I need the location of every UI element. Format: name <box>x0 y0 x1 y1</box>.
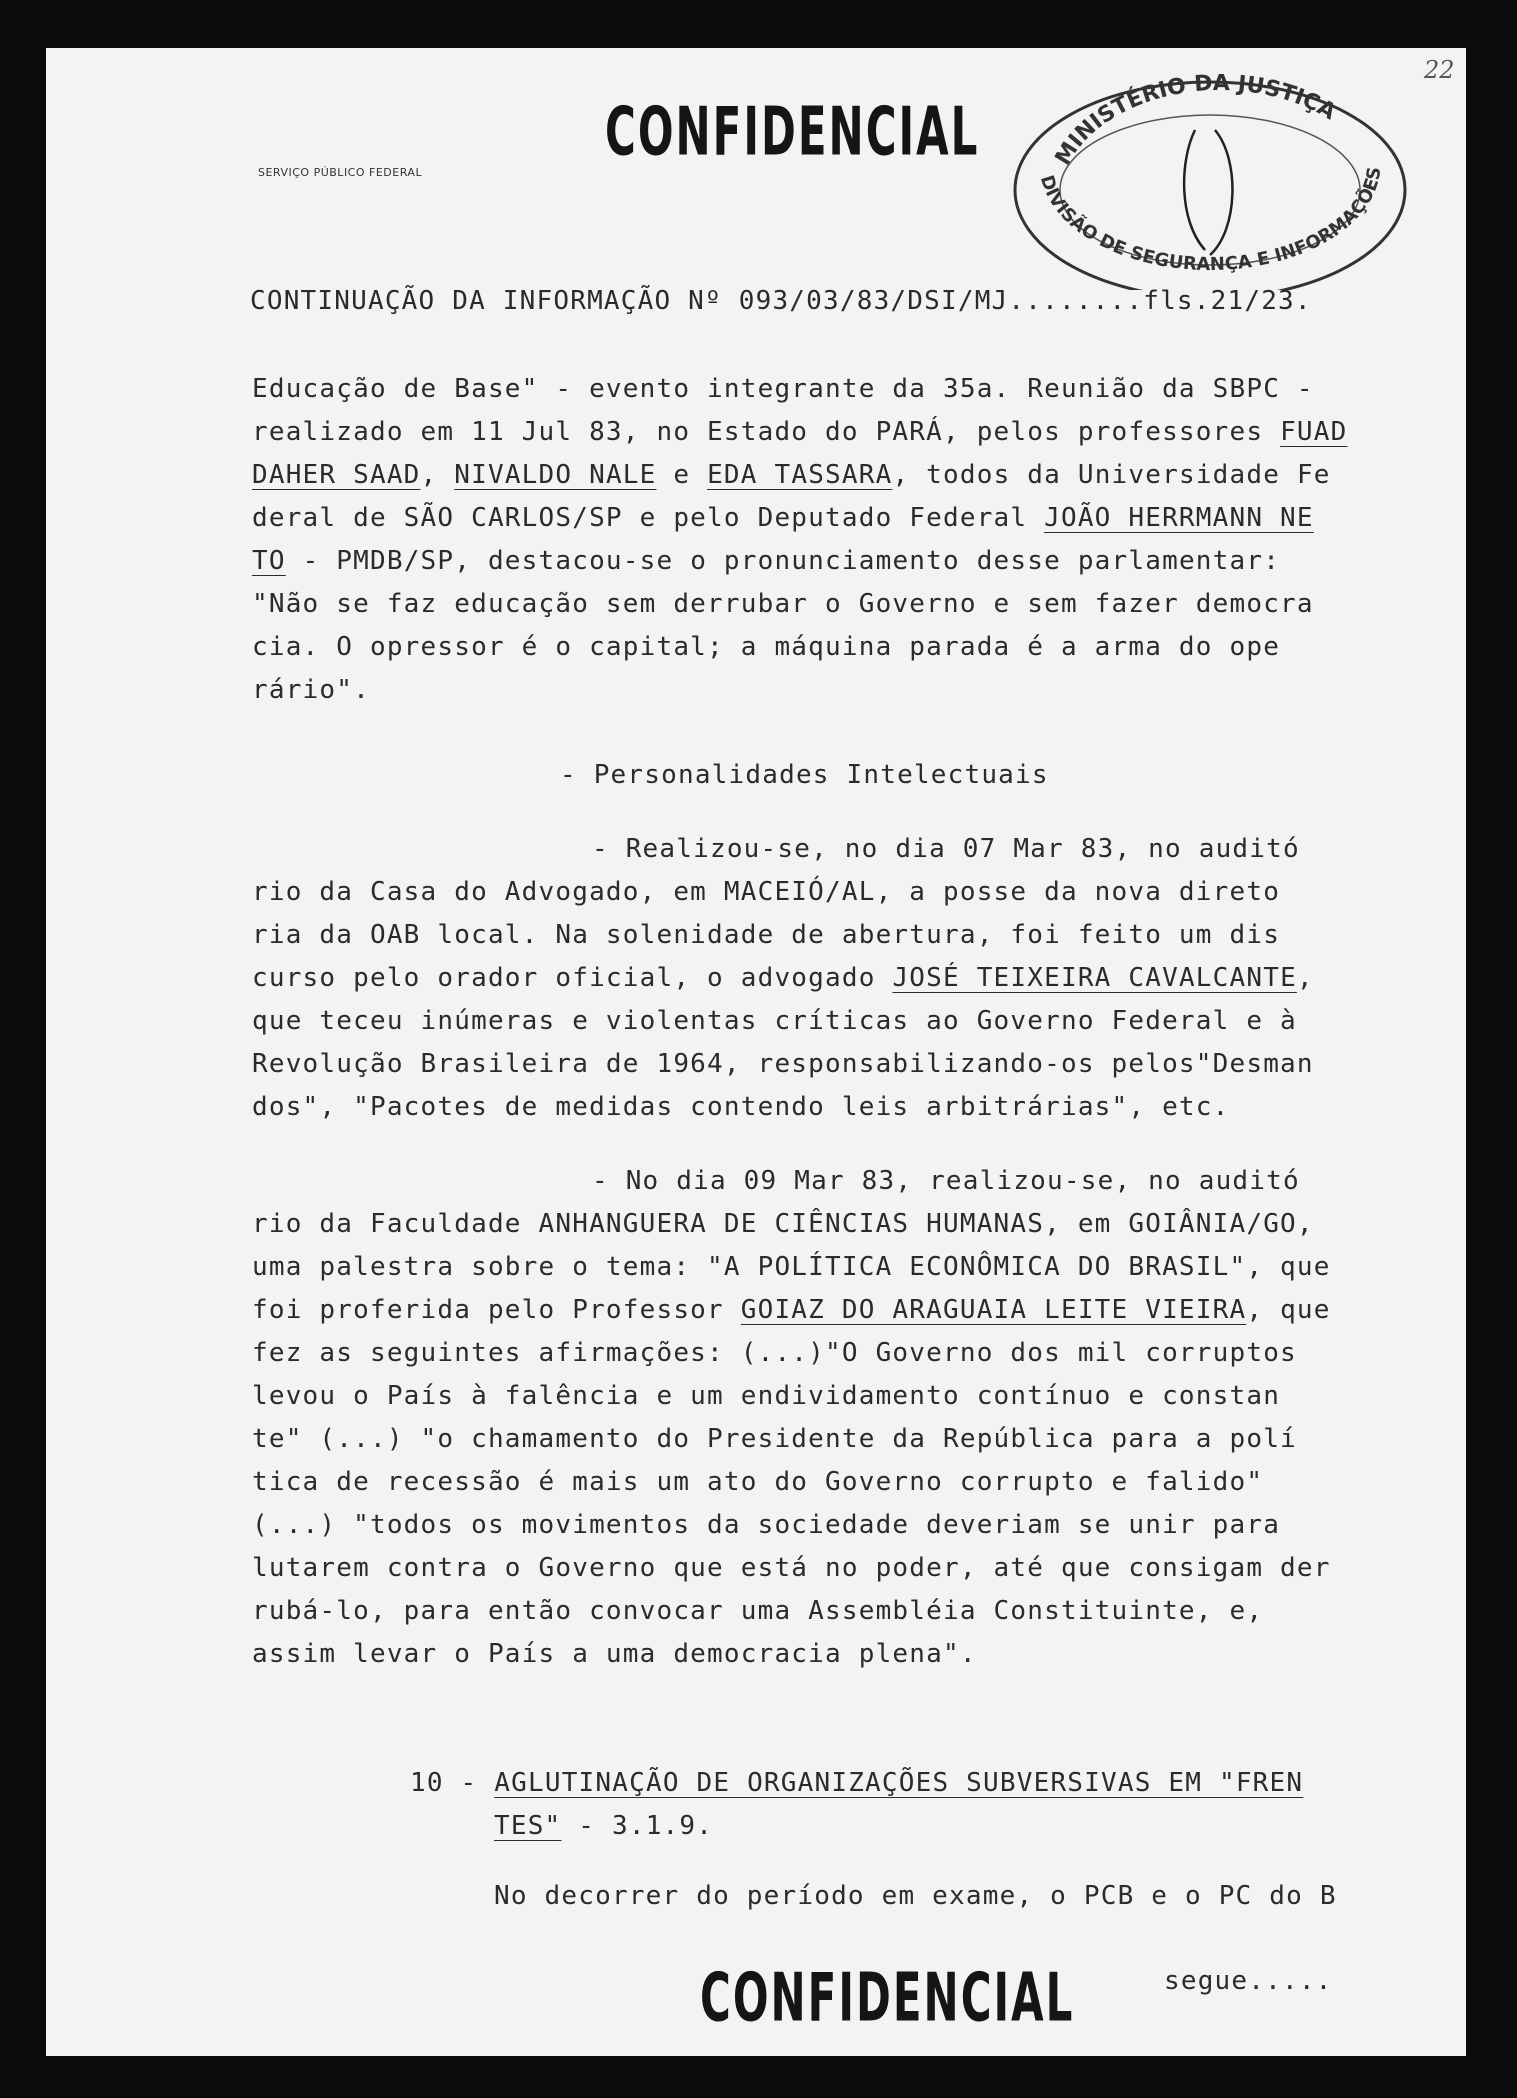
page-number: 22 <box>1424 56 1455 84</box>
text-line: deral de SÃO CARLOS/SP e pelo Deputado Federal JOÃO HERRMANN NE <box>252 503 1314 533</box>
section-10-body: No decorrer do período em exame, o PCB e o PC do B <box>494 1881 1337 1911</box>
text-line: uma palestra sobre o tema: "A POLÍTICA ECONÔMICA DO BRASIL", que <box>252 1252 1331 1282</box>
text-line: rio da Faculdade ANHANGUERA DE CIÊNCIAS HUMANAS, em GOIÂNIA/GO, <box>252 1209 1314 1239</box>
paragraph-1 <box>252 374 1348 705</box>
confidential-stamp-top: CONFIDENCIAL <box>605 92 980 171</box>
text-line: cia. O opressor é o capital; a máquina parada é a arma do ope <box>252 632 1281 662</box>
text-line: foi proferida pelo Professor GOIAZ DO ARAGUAIA LEITE VIEIRA, que <box>252 1295 1331 1325</box>
text-line: DAHER SAAD, NIVALDO NALE e EDA TASSARA, todos da Universidade Fe <box>252 460 1331 490</box>
seal-top-text: MINISTÉRIO DA JUSTIÇA <box>1050 70 1340 170</box>
signature-mark <box>1184 130 1232 255</box>
paragraph-2 <box>252 834 1340 1122</box>
text-line: Revolução Brasileira de 1964, responsabilizando-os pelos"Desman <box>252 1049 1314 1079</box>
section-10-title-cont: TES" - 3.1.9. <box>494 1811 714 1841</box>
text-line: dos", "Pacotes de medidas contendo leis arbitrárias", etc. <box>252 1092 1230 1122</box>
text-line: rubá-lo, para então convocar uma Assembléia Constituinte, e, <box>252 1596 1264 1626</box>
service-label: SERVIÇO PÚBLICO FEDERAL <box>258 166 423 179</box>
section-heading: - Personalidades Intelectuais <box>560 760 1049 790</box>
text-line: levou o País à falência e um endividamento contínuo e constan <box>252 1381 1281 1411</box>
continues-note: segue..... <box>1164 1966 1333 1996</box>
text-line: rio da Casa do Advogado, em MACEIÓ/AL, a posse da nova direto <box>252 877 1281 907</box>
text-line: tica de recessão é mais um ato do Governo corrupto e falido" <box>252 1467 1264 1497</box>
text-line: Educação de Base" - evento integrante da 35a. Reunião da SBPC - <box>252 374 1314 404</box>
section-10 <box>410 1768 1340 1911</box>
section-10-title: 10 - AGLUTINAÇÃO DE ORGANIZAÇÕES SUBVERSIVAS EM "FREN <box>410 1768 1304 1798</box>
paragraph-3 <box>252 1166 1340 1669</box>
continuation-line: CONTINUAÇÃO DA INFORMAÇÃO Nº 093/03/83/DSI/MJ........fls.21/23. <box>250 286 1312 316</box>
text-line: curso pelo orador oficial, o advogado JOSÉ TEIXEIRA CAVALCANTE, <box>252 963 1314 993</box>
ministry-seal <box>1000 50 1420 290</box>
text-line: realizado em 11 Jul 83, no Estado do PARÁ, pelos professores FUAD <box>252 417 1348 447</box>
text-line: te" (...) "o chamamento do Presidente da República para a polí <box>252 1424 1297 1454</box>
text-line: que teceu inúmeras e violentas críticas ao Governo Federal e à <box>252 1006 1297 1036</box>
text-line: - No dia 09 Mar 83, realizou-se, no auditó <box>592 1166 1300 1196</box>
text-line: (...) "todos os movimentos da sociedade deveriam se unir para <box>252 1510 1281 1540</box>
confidential-stamp-bottom: CONFIDENCIAL <box>700 1958 1075 2037</box>
text-line: assim levar o País a uma democracia plena". <box>252 1639 977 1669</box>
text-line: "Não se faz educação sem derrubar o Governo e sem fazer democra <box>252 589 1314 619</box>
text-line: fez as seguintes afirmações: (...)"O Governo dos mil corruptos <box>252 1338 1297 1368</box>
text-line: rário". <box>252 675 370 705</box>
text-line: lutarem contra o Governo que está no poder, até que consigam der <box>252 1553 1331 1583</box>
text-line: ria da OAB local. Na solenidade de abertura, foi feito um dis <box>252 920 1281 950</box>
text-line: - Realizou-se, no dia 07 Mar 83, no auditó <box>592 834 1300 864</box>
text-line: TO - PMDB/SP, destacou-se o pronunciamento desse parlamentar: <box>252 546 1281 576</box>
seal-bottom-text: DIVISÃO DE SEGURANÇA E INFORMAÇÕES <box>1035 165 1386 276</box>
